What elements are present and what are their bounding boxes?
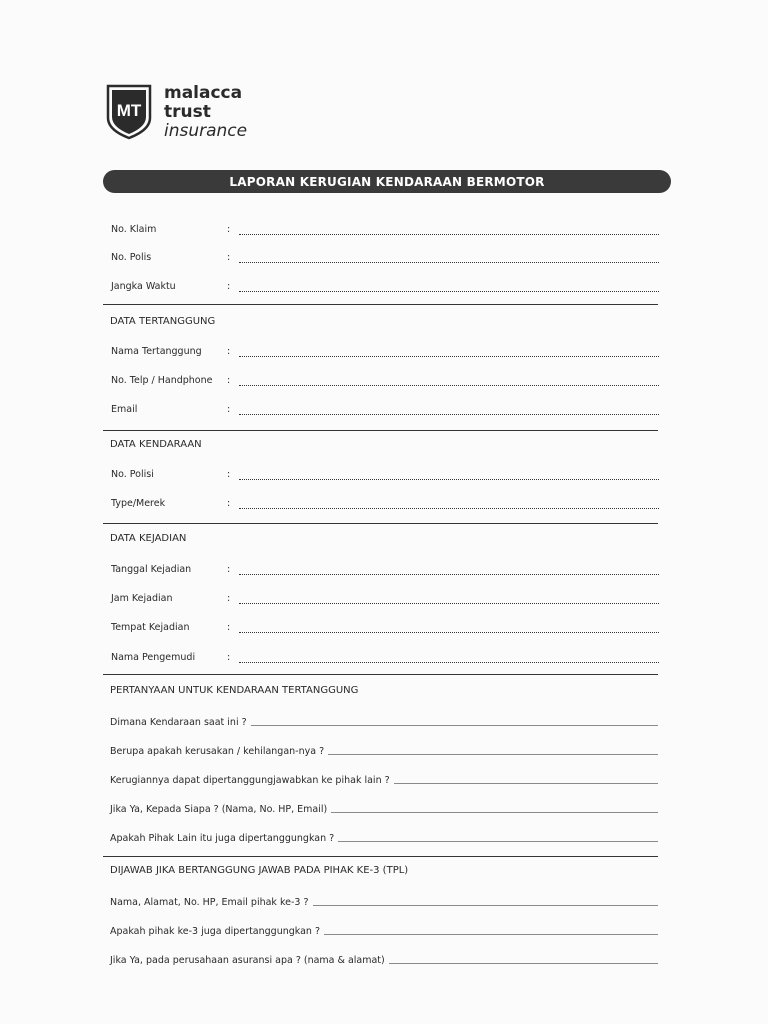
question-label: Nama, Alamat, No. HP, Email pihak ke-3 ? [110,897,309,908]
field-colon: : [227,469,231,480]
field-label: Tanggal Kejadian [111,564,192,575]
field-colon: : [227,252,231,263]
question-row[interactable] [110,714,658,728]
field-label: Type/Merek [111,498,166,509]
field-input-line[interactable] [239,573,659,575]
question-row[interactable] [110,923,658,937]
question-label: Apakah Pihak Lain itu juga dipertanggungkan ? [110,833,335,844]
field-colon: : [227,564,231,575]
answer-line[interactable] [338,841,658,842]
section-heading-kejadian: DATA KEJADIAN [110,533,187,544]
field-colon: : [227,652,231,663]
answer-line[interactable] [324,934,658,935]
section-heading-kendaraan: DATA KENDARAAN [110,439,202,450]
section-divider [103,856,658,857]
question-label: Dimana Kendaraan saat ini ? [110,717,247,728]
section-heading-tertanggung: DATA TERTANGGUNG [110,316,216,327]
answer-line[interactable] [313,905,659,906]
answer-line[interactable] [251,725,658,726]
emblem-letters: MT [116,101,142,120]
field-label: No. Telp / Handphone [111,375,213,386]
question-row[interactable] [110,830,658,844]
brand-name-line1: malacca [164,83,243,103]
answer-line[interactable] [328,754,658,755]
company-logo [106,84,247,141]
field-input-line[interactable] [239,631,659,633]
field-colon: : [227,224,231,235]
section-divider [103,304,658,305]
shield-emblem-icon [106,84,152,140]
field-input-line[interactable] [239,507,659,509]
field-input-line[interactable] [239,355,659,357]
field-input-line[interactable] [239,261,659,263]
field-label: No. Polis [111,252,152,263]
question-row[interactable] [110,772,658,786]
field-input-line[interactable] [239,602,659,604]
section-heading-tpl: DIJAWAB JIKA BERTANGGUNG JAWAB PADA PIHAK KE-3 (TPL) [110,865,409,876]
section-heading-pertanyaan: PERTANYAAN UNTUK KENDARAAN TERTANGGUNG [110,685,359,696]
answer-line[interactable] [394,783,658,784]
field-colon: : [227,404,231,415]
section-divider [103,430,658,431]
answer-line[interactable] [389,963,658,964]
brand-name-line3: insurance [164,121,248,141]
question-row[interactable] [110,743,658,757]
question-label: Apakah pihak ke-3 juga dipertanggungkan ? [110,926,321,937]
field-label: Tempat Kejadian [111,622,190,633]
field-colon: : [227,375,231,386]
field-input-line[interactable] [239,478,659,480]
field-colon: : [227,346,231,357]
field-colon: : [227,622,231,633]
field-input-line[interactable] [239,384,659,386]
form-title: LAPORAN KERUGIAN KENDARAAN BERMOTOR [103,170,671,193]
answer-line[interactable] [331,812,658,813]
field-colon: : [227,593,231,604]
section-divider [103,523,658,524]
field-input-line[interactable] [239,290,659,292]
field-label: Nama Tertanggung [111,346,202,357]
question-label: Berupa apakah kerusakan / kehilangan-nya ? [110,746,325,757]
section-divider [103,674,658,675]
question-label: Jika Ya, pada perusahaan asuransi apa ? (nama & alamat) [110,955,385,966]
question-row[interactable] [110,952,658,966]
field-label: Jangka Waktu [111,281,176,292]
question-label: Kerugiannya dapat dipertanggungjawabkan ke pihak lain ? [110,775,390,786]
field-label: No. Polisi [111,469,154,480]
field-label: Email [111,404,138,415]
field-input-line[interactable] [239,233,659,235]
field-label: No. Klaim [111,224,157,235]
question-label: Jika Ya, Kepada Siapa ? (Nama, No. HP, Email) [110,804,328,815]
field-input-line[interactable] [239,413,659,415]
field-input-line[interactable] [239,661,659,663]
question-row[interactable] [110,801,658,815]
field-label: Nama Pengemudi [111,652,196,663]
field-label: Jam Kejadian [111,593,173,604]
field-colon: : [227,498,231,509]
field-colon: : [227,281,231,292]
question-row[interactable] [110,894,658,908]
brand-name-line2: trust [164,102,211,122]
